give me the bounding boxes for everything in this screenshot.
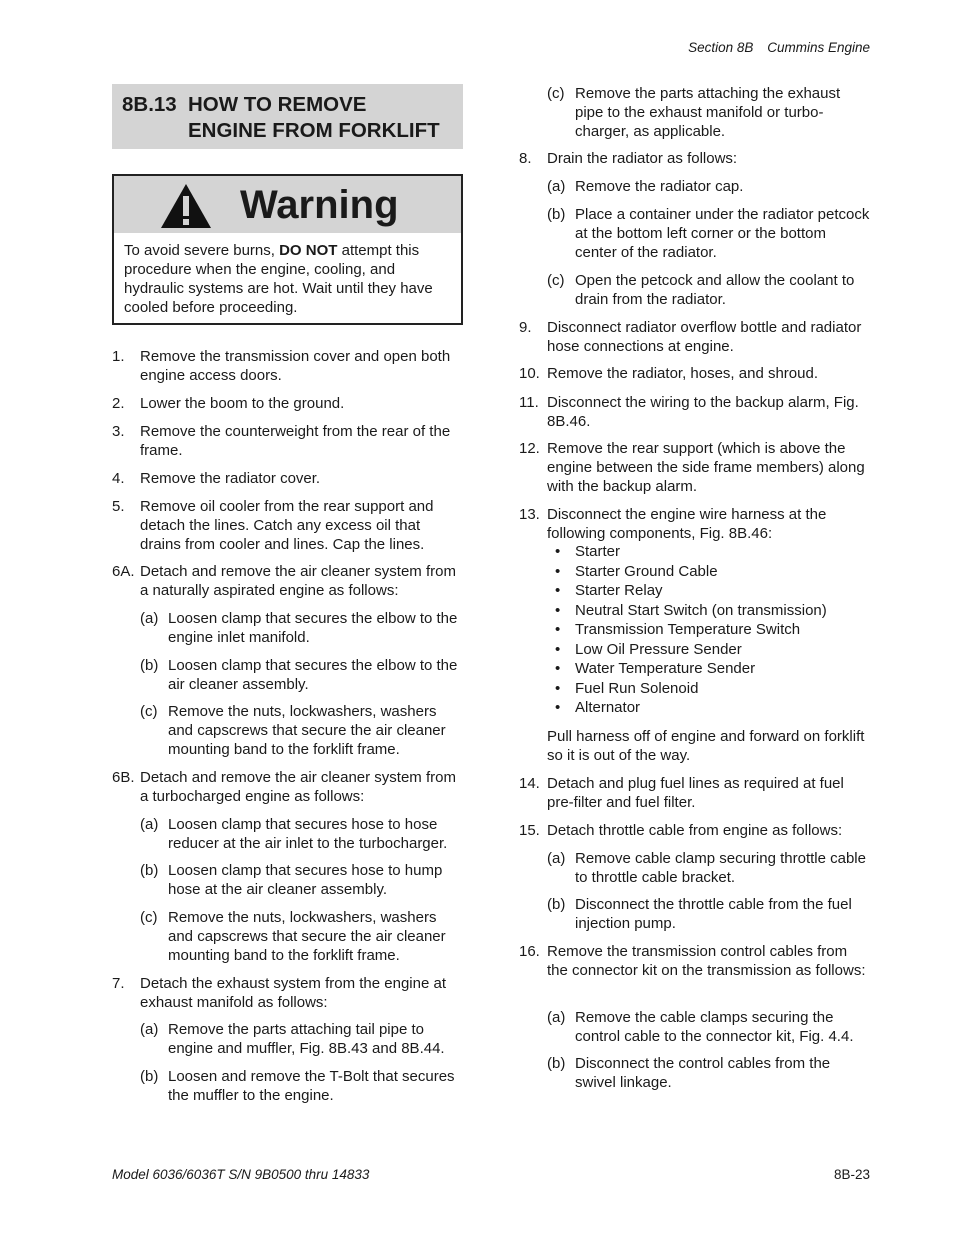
component-list xyxy=(547,542,870,718)
section-heading xyxy=(112,84,463,149)
component-item: • Starter Relay xyxy=(547,581,870,601)
warning-emphasis: DO NOT xyxy=(279,242,338,259)
component-item: • Low Oil Pressure Sender xyxy=(547,640,870,660)
component-item: • Neutral Start Switch (on transmission) xyxy=(547,601,870,621)
page-number: 8B-23 xyxy=(833,1167,870,1182)
warning-box xyxy=(112,174,463,325)
component-item: • Fuel Run Solenoid xyxy=(547,679,870,699)
component-item: • Starter Ground Cable xyxy=(547,562,870,582)
warning-header xyxy=(114,176,461,233)
warning-triangle-icon xyxy=(159,182,213,230)
warning-title: Warning xyxy=(240,183,399,227)
warning-text: To avoid severe burns, DO NOT attempt this procedure when the engine, cooling, and hydraulic systems are hot. Wait until they have cooled before proceeding. xyxy=(124,242,433,316)
header-title: Cummins Engine xyxy=(767,40,870,55)
component-item: • Starter xyxy=(547,542,870,562)
section-title-line1: HOW TO REMOVE xyxy=(188,93,367,116)
component-item: • Water Temperature Sender xyxy=(547,659,870,679)
section-title-line2: ENGINE FROM FORKLIFT xyxy=(188,119,440,142)
footer-model: Model 6036/6036T S/N 9B0500 thru 14833 xyxy=(112,1167,370,1182)
header-section: Section 8B xyxy=(688,40,754,55)
component-item: • Transmission Temperature Switch xyxy=(547,620,870,640)
section-number: 8B.13 xyxy=(122,93,177,116)
component-item: • Alternator xyxy=(547,698,870,718)
page-header xyxy=(688,40,870,55)
